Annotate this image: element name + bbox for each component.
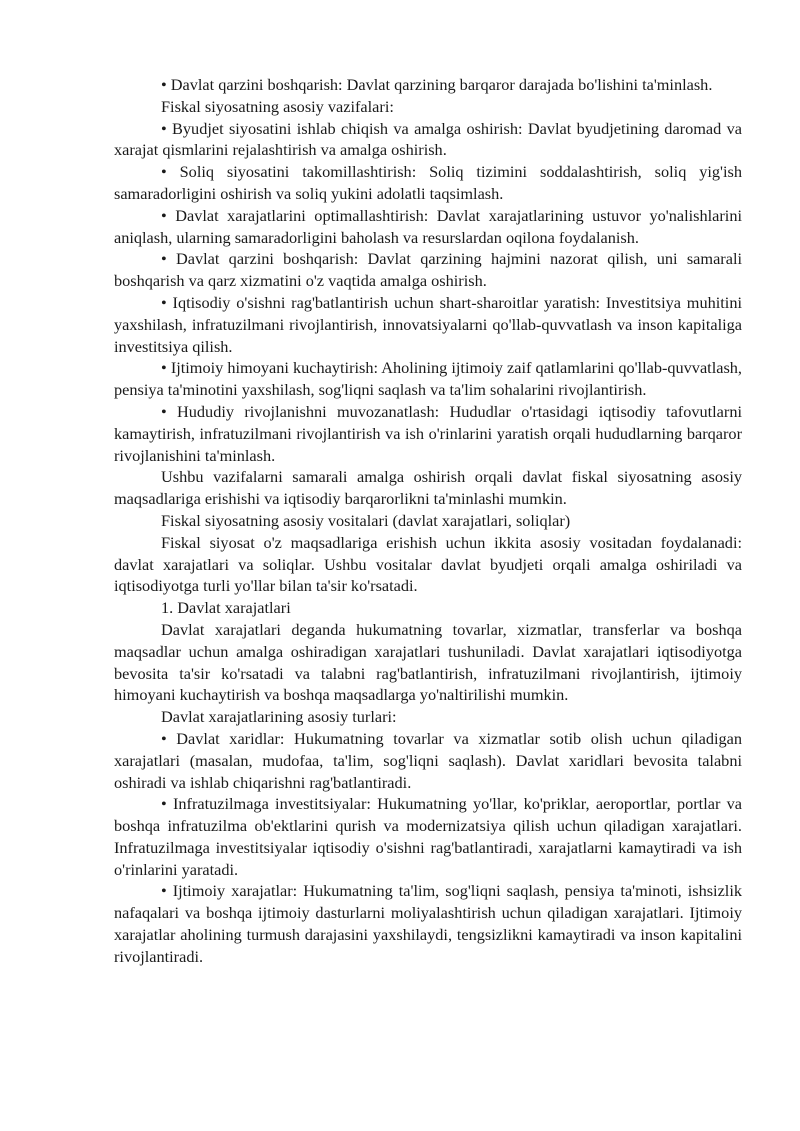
document-page	[114, 74, 742, 968]
bullet-government-purchases: • Davlat xaridlar: Hukumatning tovarlar va xizmatlar sotib olish uchun qiladigan xarajatlari (masalan, mudofaa, ta'lim, sog'liqni saqlash). Davlat xaridlari bevosita talabni oshiradi va ishlab chiqarishni rag'batlantiradi.	[114, 728, 742, 792]
bullet-debt-management: • Davlat qarzini boshqarish: Davlat qarzining hajmini nazorat qilish, uni samarali boshqarish va qarz xizmatini o'z vaqtida amalga oshirish.	[114, 249, 742, 291]
heading-government-spending: 1. Davlat xarajatlari	[161, 598, 291, 618]
bullet-infrastructure-investment: • Infratuzilmaga investitsiyalar: Hukumatning yo'llar, ko'priklar, aeroportlar, portlar va boshqa infratuzilma ob'ektlarini qurish va modernizatsiya qilish uchun qiladigan xarajatlari. Infratuzilmaga investitsiyalar iqtisodiy o'sishni rag'batlantiradi, xarajatlarni kamaytiradi va ish o'rinlarini yaratadi.	[114, 794, 742, 879]
bullet-social-spending: • Ijtimoiy xarajatlar: Hukumatning ta'lim, sog'liqni saqlash, pensiya ta'minoti, ishsizlik nafaqalari va boshqa ijtimoiy dasturlarni moliyalashtirish uchun qiladigan xarajatlari. Ijtimoiy xarajatlar aholining turmush darajasini yaxshilaydi, tengsizlikni kamaytiradi va inson kapitalini rivojlantiradi.	[114, 881, 742, 966]
summary-paragraph: Ushbu vazifalarni samarali amalga oshirish orqali davlat fiskal siyosatning asosiy maqsadlariga erishishi va iqtisodiy barqarorlikni ta'minlashi mumkin.	[114, 467, 742, 509]
instruments-paragraph: Fiskal siyosat o'z maqsadlariga erishish uchun ikkita asosiy vositadan foydalanadi: davlat xarajatlari va soliqlar. Ushbu vositalar davlat byudjeti orqali amalga oshiriladi va iqtisodiyotga turli yo'llar bilan ta'sir ko'rsatadi.	[114, 532, 742, 596]
bullet-social-protection: • Ijtimoiy himoyani kuchaytirish: Aholining ijtimoiy zaif qatlamlarini qo'llab-quvvatlash, pensiya ta'minotini yaxshilash, sog'liqni saqlash va ta'lim sohalarini rivojlantirish.	[114, 358, 742, 400]
heading-main-instruments: Fiskal siyosatning asosiy vositalari (davlat xarajatlari, soliqlar)	[161, 510, 571, 530]
heading-spending-types: Davlat xarajatlarining asosiy turlari:	[161, 707, 397, 727]
bullet-regional-development: • Hududiy rivojlanishni muvozanatlash: Hududlar o'rtasidagi iqtisodiy tafovutlarni kamaytirish, infratuzilmani rivojlantirish va ish o'rinlarini yaratish orqali hududlarning barqaror rivojlanishini ta'minlash.	[114, 401, 742, 465]
bullet-spending-optimization: • Davlat xarajatlarini optimallashtirish: Davlat xarajatlarining ustuvor yo'nalishlarini aniqlash, ularning samaradorligini baholash va resurslardan oqilona foydalanish.	[114, 205, 742, 247]
bullet-debt-stability: • Davlat qarzini boshqarish: Davlat qarzining barqaror darajada bo'lishini ta'minlash.	[161, 75, 713, 94]
spending-definition-paragraph: Davlat xarajatlari deganda hukumatning tovarlar, xizmatlar, transferlar va boshqa maqsadlar uchun amalga oshiradigan xarajatlari tushuniladi. Davlat xarajatlari iqtisodiyotga bevosita ta'sir ko'rsatadi va talabni rag'batlantirish, infratuzilmani rivojlantirish, ijtimoiy himoyani kuchaytirish va boshqa maqsadlarga yo'naltirilishi mumkin.	[114, 619, 742, 705]
bullet-tax-policy: • Soliq siyosatini takomillashtirish: Soliq tizimini soddalashtirish, soliq yig'ish samaradorligini oshirish va soliq yukini adolatli taqsimlash.	[114, 162, 742, 203]
bullet-budget-policy: • Byudjet siyosatini ishlab chiqish va amalga oshirish: Davlat byudjetining daromad va xarajat qismlarini rejalashtirish va amalga oshirish.	[114, 118, 742, 160]
bullet-economic-growth: • Iqtisodiy o'sishni rag'batlantirish uchun shart-sharoitlar yaratish: Investitsiya muhitini yaxshilash, infratuzilmani rivojlantirish, innovatsiyalarni qo'llab-quvvatlash va inson kapitaliga investitsiya qilish.	[114, 292, 742, 356]
heading-main-tasks: Fiskal siyosatning asosiy vazifalari:	[161, 96, 394, 116]
